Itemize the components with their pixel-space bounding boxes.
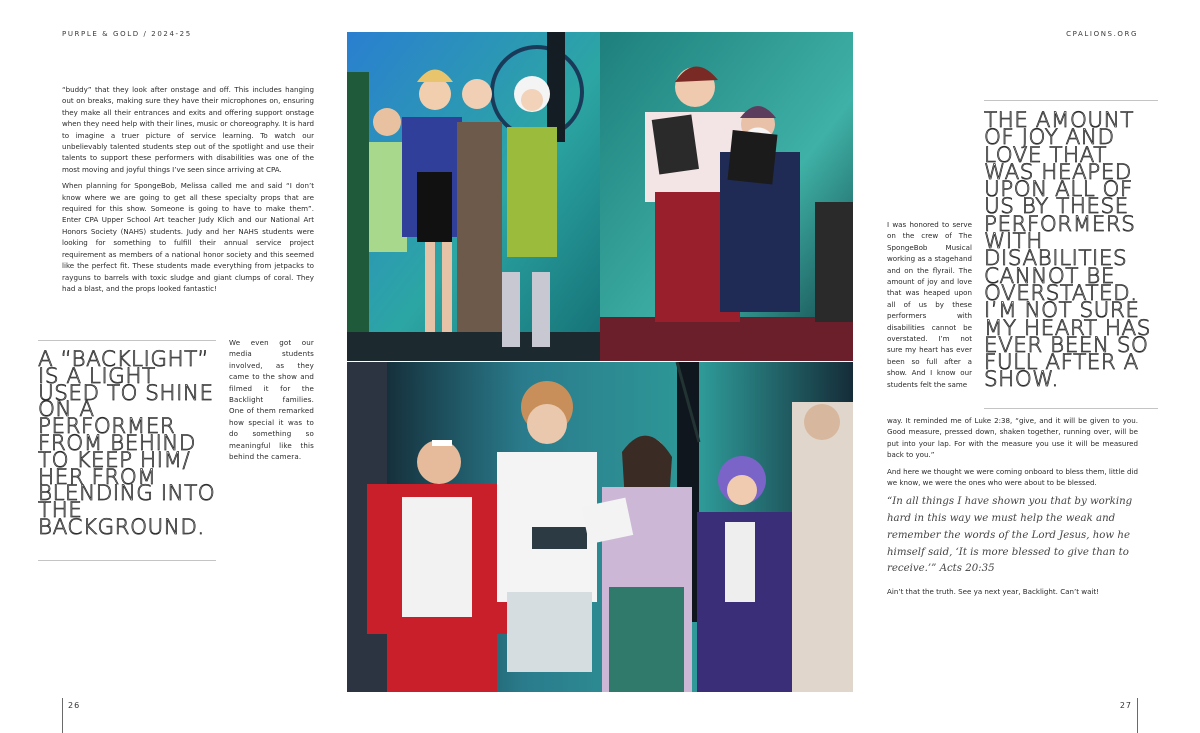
page-number-left: 26 [68, 701, 81, 710]
paragraph-spongebob-props: When planning for SpongeBob, Melissa called me and said “I don’t know where we are going to get all these specialty props that are required for this show. Someone is going to have to make them”. Enter CPA Upper School Art teacher Judy Klich and our National Art Honors Society (NAHS) students. Judy and her NAHS students were looking for something to fulfill their annual service project requirement as members of a national honor society and this seemed like the perfect fit. These students made everything from jetpacks to rayguns to barrels with toxic sludge and giant clumps of coral. They had a blast, and the props looked fantastic! [62, 181, 314, 293]
left-footer-tick [62, 698, 63, 733]
right-footer-tick [1137, 698, 1138, 733]
paragraph-blessed: And here we thought we were coming onboard to bless them, little did we know, we were the ones who were about to be blessed. [887, 466, 1138, 488]
left-main-column [62, 84, 314, 299]
pullquote-top-rule [38, 340, 216, 341]
joy-pullquote: THE AMOUNT OF JOY AND LOVE THAT WAS HEAPED UPON ALL OF US BY THESE PERFORMERS WITH DISABILITIES CANNOT BE OVERSTATED. I’M NOT SURE MY HEART HAS EVER BEEN SO FULL AFTER A SHOW. [984, 108, 1151, 393]
media-students-column [229, 337, 314, 467]
right-pullquote-bottom-rule [984, 408, 1158, 409]
photo-cast-onstage [347, 32, 600, 361]
paragraph-media-students: We even got our media students involved, as they came to the show and filmed it for the Backlight families. One of them remarked how special it was to do something so meaningful like this behind the camera. [229, 338, 314, 462]
crew-story-column [887, 219, 972, 395]
cast-onstage-illustration [347, 32, 600, 361]
website-url[interactable]: CPALIONS.ORG [1066, 30, 1138, 38]
clipboard-actors-illustration [600, 32, 853, 361]
photo-curtain-call [347, 362, 853, 692]
curtain-call-illustration [347, 362, 853, 692]
scripture-quote-acts: “In all things I have shown you that by working hard in this way we must help the weak and remember the words of the Lord Jesus, how he himself said, ‘It is more blessed to give than to receive.’” Acts 20:35 [887, 496, 1133, 575]
right-main-column [887, 415, 1138, 602]
paragraph-closing: Ain’t that the truth. See ya next year, Backlight. Can’t wait! [887, 586, 1100, 596]
page-number-right: 27 [1119, 701, 1132, 710]
paragraph-luke-quote: way. It reminded me of Luke 2:38, “give, and it will be given to you. Good measure, pressed down, shaken together, running over, will be put into your lap. For with the measure you use it will be measured back to you.” [887, 416, 1138, 460]
magazine-title: PURPLE & GOLD / 2024-25 [62, 30, 192, 38]
paragraph-buddy: “buddy” that they look after onstage and off. This includes hanging out on breaks, making sure they have their microphones on, ensuring they make all their entrances and exits and offering support onstage when they need help with their lines, music or choreography. It is hard to imagine a truer picture of service learning. To watch our unbelievably talented students step out of the spotlight and use their talents to support these performers with disabilities was one of the most moving and joyful things I’ve seen since arriving at CPA. [62, 85, 314, 174]
pullquote-bottom-rule [38, 560, 216, 561]
paragraph-honored-to-serve: I was honored to serve on the crew of The SpongeBob Musical working as a stagehand and on the flyrail. The amount of joy and love that was heaped upon all of us by these performers with disabilities cannot be overstated. I’m not sure my heart has ever been so full after a show. And I know our students felt the same [887, 220, 972, 389]
right-pullquote-top-rule [984, 100, 1158, 101]
backlight-pullquote: A “BACKLIGHT” IS A LIGHT USED TO SHINE ON A PERFORMER FROM BEHIND TO KEEP HIM/ HER FROM BLENDING INTO THE BACKGROUND. [38, 347, 216, 540]
photo-clipboard-actors [600, 32, 853, 361]
